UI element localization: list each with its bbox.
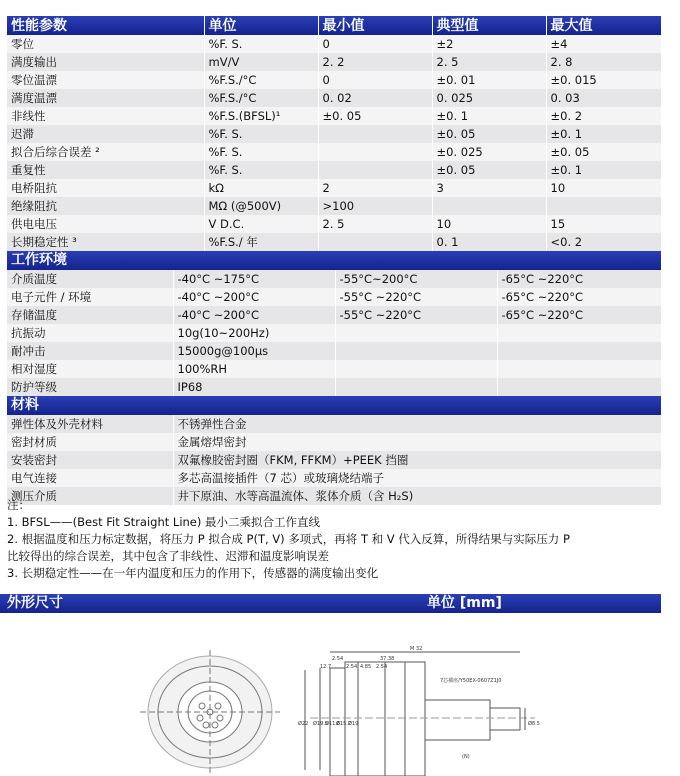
table-row [7, 415, 661, 433]
env-value: 100%RH [173, 360, 335, 378]
param-typ: ±0. 1 [432, 107, 546, 125]
performance-header-row [7, 16, 661, 35]
table-row [7, 360, 661, 378]
env-value [335, 342, 497, 360]
param-max [546, 197, 661, 215]
param-typ: 10 [432, 215, 546, 233]
table-row [7, 53, 661, 71]
param-typ: 3 [432, 179, 546, 197]
param-name: 电桥阻抗 [7, 179, 204, 197]
notes-heading: 注： [7, 498, 30, 512]
note-3: 3. 长期稳定性——在一年内温度和压力的作用下，传感器的满度输出变化 [7, 566, 379, 580]
param-unit: %F. S. [204, 35, 318, 53]
env-value: -65°C ~220°C [497, 270, 661, 288]
param-name: 供电电压 [7, 215, 204, 233]
header-min: 最小值 [318, 16, 432, 35]
note-2: 2. 根据温度和压力标定数据，将压力 P 拟合成 P(T, V) 多项式，再将 T 和 V 代入反算，所得结果与实际压力 P [7, 532, 570, 546]
param-max: 15 [546, 215, 661, 233]
dim-label: 37.38 [380, 656, 395, 662]
materials-table [7, 415, 662, 505]
param-name: 迟滞 [7, 125, 204, 143]
param-typ: ±0. 05 [432, 161, 546, 179]
param-name: 零位温漂 [7, 71, 204, 89]
table-row [7, 451, 661, 469]
table-row [7, 306, 661, 324]
table-row [7, 288, 661, 306]
param-max: 10 [546, 179, 661, 197]
env-value: -55°C ~220°C [335, 306, 497, 324]
material-value: 不锈弹性合金 [173, 415, 661, 433]
note-1: 1. BFSL——(Best Fit Straight Line) 最小二乘拟合工作直线 [7, 515, 321, 529]
param-min [318, 125, 432, 143]
table-row [7, 125, 661, 143]
env-name: 耐冲击 [7, 342, 173, 360]
table-row [7, 197, 661, 215]
env-value: -40°C ~200°C [173, 306, 335, 324]
param-typ: 0. 1 [432, 233, 546, 251]
env-name: 介质温度 [7, 270, 173, 288]
connector-callout: 7芯插座/Y50EX-0607Z1J0 [440, 678, 502, 684]
dim-label: M 32 [410, 646, 423, 652]
param-min: ±0. 05 [318, 107, 432, 125]
dimensions-header [0, 594, 661, 613]
env-value: -40°C ~175°C [173, 270, 335, 288]
table-row [7, 107, 661, 125]
dimensions-title: 外形尺寸 [7, 595, 63, 611]
dim-label: 2.54 [332, 656, 344, 662]
param-unit: mV/V [204, 53, 318, 71]
param-unit: %F.S./°C [204, 71, 318, 89]
dim-label: 2.54 [376, 664, 388, 670]
param-typ: ±0. 025 [432, 143, 546, 161]
env-value: 15000g@100μs [173, 342, 335, 360]
param-name: 长期稳定性 ³ [7, 233, 204, 251]
param-min [318, 233, 432, 251]
param-max: ±4 [546, 35, 661, 53]
material-name: 安装密封 [7, 451, 173, 469]
env-value [335, 324, 497, 342]
environment-table [7, 270, 662, 396]
param-unit: %F.S./ 年 [204, 233, 318, 251]
material-value: 多芯高温接插件（7 芯）或玻璃烧结端子 [173, 469, 661, 487]
env-value [497, 342, 661, 360]
table-row [7, 433, 661, 451]
env-name: 抗振动 [7, 324, 173, 342]
dim-label: (N) [462, 754, 470, 760]
env-value [335, 378, 497, 396]
material-value: 井下原油、水等高温流体、浆体介质（含 H₂S) [173, 487, 661, 505]
env-value: -65°C ~220°C [497, 288, 661, 306]
param-max: ±0. 015 [546, 71, 661, 89]
param-min: >100 [318, 197, 432, 215]
param-typ [432, 197, 546, 215]
env-value: IP68 [173, 378, 335, 396]
table-row [7, 143, 661, 161]
header-typ: 典型值 [432, 16, 546, 35]
dim-label: 2.54 [346, 664, 358, 670]
param-max: ±0. 2 [546, 107, 661, 125]
param-unit: %F. S. [204, 143, 318, 161]
env-name: 电子元件 / 环境 [7, 288, 173, 306]
table-row [7, 233, 661, 251]
dim-label: Ø11.6 [325, 721, 341, 727]
notes [7, 497, 667, 582]
note-2-cont: 比较得出的综合误差，其中包含了非线性、迟滞和温度影响误差 [7, 549, 329, 563]
section-title-environment: 工作环境 [7, 251, 661, 270]
table-row [7, 270, 661, 288]
material-name: 电气连接 [7, 469, 173, 487]
header-max: 最大值 [546, 16, 661, 35]
env-value: -65°C ~220°C [497, 306, 661, 324]
table-row [7, 324, 661, 342]
material-name: 密封材质 [7, 433, 173, 451]
table-row [7, 161, 661, 179]
table-row [7, 215, 661, 233]
dim-label: 4.85 [360, 664, 372, 670]
dim-label: Ø15.2 [336, 721, 352, 727]
param-min: 2 [318, 179, 432, 197]
material-name: 测压介质 [7, 487, 173, 505]
param-name: 零位 [7, 35, 204, 53]
param-name: 绝缘阻抗 [7, 197, 204, 215]
table-row [7, 469, 661, 487]
param-typ: 0. 025 [432, 89, 546, 107]
performance-table [7, 16, 662, 251]
env-name: 相对湿度 [7, 360, 173, 378]
param-min: 2. 2 [318, 53, 432, 71]
env-value [497, 360, 661, 378]
env-value [497, 378, 661, 396]
param-name: 重复性 [7, 161, 204, 179]
table-row [7, 378, 661, 396]
table-row [7, 89, 661, 107]
param-name: 拟合后综合误差 ² [7, 143, 204, 161]
param-unit: MΩ (@500V) [204, 197, 318, 215]
param-typ: ±2 [432, 35, 546, 53]
dimension-drawing [140, 630, 540, 776]
param-max: ±0. 05 [546, 143, 661, 161]
param-name: 非线性 [7, 107, 204, 125]
env-name: 存储温度 [7, 306, 173, 324]
param-name: 满度温漂 [7, 89, 204, 107]
param-max: ±0. 1 [546, 161, 661, 179]
material-value: 金属熔焊密封 [173, 433, 661, 451]
param-unit: %F. S. [204, 125, 318, 143]
material-value: 双氟橡胶密封圈（FKM, FFKM）+PEEK 挡圈 [173, 451, 661, 469]
header-param: 性能参数 [7, 16, 204, 35]
param-typ: ±0. 01 [432, 71, 546, 89]
param-min: 0 [318, 35, 432, 53]
param-name: 满度输出 [7, 53, 204, 71]
param-typ: ±0. 05 [432, 125, 546, 143]
param-max: <0. 2 [546, 233, 661, 251]
param-min [318, 143, 432, 161]
table-row [7, 179, 661, 197]
table-row [7, 342, 661, 360]
param-max: 2. 8 [546, 53, 661, 71]
dim-label: 12.7 [320, 664, 332, 670]
env-value [335, 360, 497, 378]
table-row [7, 71, 661, 89]
env-name: 防护等级 [7, 378, 173, 396]
param-max: 0. 03 [546, 89, 661, 107]
end-view [140, 650, 280, 776]
dim-label: Ø19.5 [313, 721, 329, 727]
material-name: 弹性体及外壳材料 [7, 415, 173, 433]
env-value: -55°C~200°C [335, 270, 497, 288]
env-value: 10g(10~200Hz) [173, 324, 335, 342]
dimensions-unit: 单位 [mm] [427, 595, 502, 611]
param-unit: kΩ [204, 179, 318, 197]
param-unit: %F.S./°C [204, 89, 318, 107]
param-min: 0. 02 [318, 89, 432, 107]
env-value: -40°C ~200°C [173, 288, 335, 306]
header-unit: 单位 [204, 16, 318, 35]
dim-label: Ø22 [298, 721, 309, 727]
env-value [497, 324, 661, 342]
table-row [7, 35, 661, 53]
param-unit: V D.C. [204, 215, 318, 233]
param-min: 2. 5 [318, 215, 432, 233]
dim-label: Ø19 [348, 721, 359, 727]
param-typ: 2. 5 [432, 53, 546, 71]
dim-label: Ø8.5 [528, 721, 540, 727]
section-title-materials: 材料 [7, 396, 661, 415]
param-max: ±0. 1 [546, 125, 661, 143]
param-unit: %F.S.(BFSL)¹ [204, 107, 318, 125]
param-unit: %F. S. [204, 161, 318, 179]
env-value: -55°C ~220°C [335, 288, 497, 306]
param-min: 0 [318, 71, 432, 89]
side-view [305, 652, 535, 776]
param-min [318, 161, 432, 179]
